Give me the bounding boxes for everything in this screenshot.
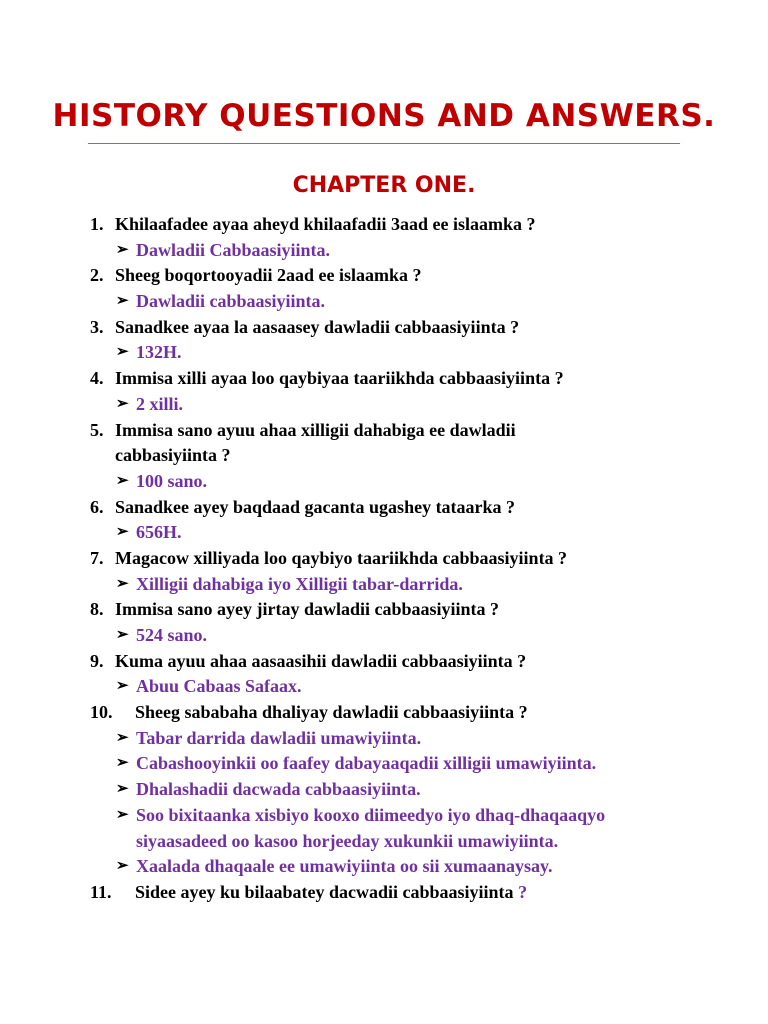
question-item — [0, 597, 768, 623]
answer-text: Xilligii dahabiga iyo Xilligii tabar-darrida. — [136, 573, 463, 594]
question-text: Sanadkee ayaa la aasaasey dawladii cabbaasiyiinta ? — [115, 316, 520, 337]
arrow-bullet-icon: ➢ — [116, 755, 129, 772]
question-item — [0, 649, 768, 675]
question-item — [0, 546, 768, 572]
arrow-bullet-icon: ➢ — [116, 472, 129, 489]
arrow-bullet-icon: ➢ — [116, 858, 129, 875]
question-number: 3. — [90, 316, 104, 337]
answer-text-continued: siyaasadeed oo kasoo horjeeday xukunkii umawiyiinta. — [136, 830, 559, 851]
answer-continuation — [0, 829, 768, 855]
question-text: Khilaafadee ayaa aheyd khilaafadii 3aad ee islaamka ? — [115, 214, 536, 234]
question-text-wrapper — [135, 880, 527, 906]
answer-text: Soo bixitaanka xisbiyo kooxo diimeedyo iyo dhaq-dhaqaaqyo — [136, 804, 606, 825]
answer-item — [0, 340, 768, 366]
answer-text: 656H. — [136, 522, 182, 543]
question-text: Magacow xilliyada loo qaybiyo taariikhda cabbaasiyiinta ? — [115, 547, 568, 568]
question-number: 6. — [90, 496, 104, 517]
answer-item — [0, 238, 768, 264]
arrow-bullet-icon: ➢ — [116, 344, 129, 361]
answer-text: Cabashooyinkii oo faafey dabayaaqadii xilligii umawiyiinta. — [136, 753, 597, 774]
answer-text: 132H. — [136, 342, 182, 363]
question-number: 1. — [90, 214, 104, 234]
question-text-continued: cabbasiyiinta ? — [115, 445, 231, 466]
arrow-bullet-icon: ➢ — [116, 806, 129, 823]
answer-item — [0, 572, 768, 598]
question-number: 9. — [90, 650, 104, 671]
answer-item — [0, 623, 768, 649]
chapter-heading: CHAPTER ONE. — [292, 173, 476, 198]
answer-text: Xaalada dhaqaale ee umawiyiinta oo sii xumaanaysay. — [136, 856, 553, 877]
question-text: Sidee ayey ku bilaabatey dacwadii cabbaasiyiinta — [135, 881, 514, 902]
answer-item — [0, 469, 768, 495]
question-item — [0, 880, 768, 906]
arrow-bullet-icon: ➢ — [116, 241, 129, 258]
answer-text: Dhalashadii dacwada cabbaasiyiinta. — [136, 779, 421, 800]
arrow-bullet-icon: ➢ — [116, 781, 129, 798]
question-item — [0, 315, 768, 341]
page-title: HISTORY QUESTIONS AND ANSWERS. — [52, 98, 716, 134]
answer-text: Tabar darrida dawladii umawiyiinta. — [136, 727, 422, 748]
arrow-bullet-icon: ➢ — [116, 524, 129, 541]
question-number: 5. — [90, 419, 104, 440]
answer-text: 2 xilli. — [136, 393, 184, 414]
arrow-bullet-icon: ➢ — [116, 575, 129, 592]
question-mark: ? — [518, 881, 528, 902]
answer-text: Dawladii Cabbaasiyiinta. — [136, 239, 331, 260]
question-number: 10. — [90, 702, 113, 723]
question-text: Immisa sano ayey jirtay dawladii cabbaasiyiinta ? — [115, 599, 500, 620]
question-text: Kuma ayuu ahaa aasaasihii dawladii cabbaasiyiinta ? — [115, 650, 527, 671]
question-item — [0, 700, 768, 726]
question-continuation — [0, 443, 768, 469]
title-divider — [88, 143, 680, 144]
question-text: Immisa xilli ayaa loo qaybiyaa taariikhda cabbaasiyiinta ? — [115, 368, 564, 389]
arrow-bullet-icon: ➢ — [116, 627, 129, 643]
question-text: Sheeg boqortooyadii 2aad ee islaamka ? — [115, 265, 422, 286]
arrow-bullet-icon: ➢ — [116, 395, 129, 412]
arrow-bullet-icon: ➢ — [116, 678, 129, 695]
question-item — [0, 263, 768, 289]
question-item — [0, 418, 768, 444]
question-item — [0, 212, 768, 238]
answer-item — [0, 289, 768, 315]
question-item — [0, 495, 768, 521]
question-number: 7. — [90, 547, 104, 568]
answer-text: Dawladii cabbaasiyiinta. — [136, 291, 326, 312]
question-number: 4. — [90, 368, 104, 389]
answer-text: Abuu Cabaas Safaax. — [136, 676, 302, 697]
question-number: 11. — [90, 881, 112, 902]
answer-item — [0, 520, 768, 546]
question-item — [0, 366, 768, 392]
answer-item — [0, 751, 768, 777]
answer-item — [0, 392, 768, 418]
question-text: Sheeg sababaha dhaliyay dawladii cabbaasiyiinta ? — [135, 702, 528, 723]
answer-item — [0, 854, 768, 880]
question-number: 2. — [90, 265, 104, 286]
answer-item — [0, 803, 768, 829]
question-list — [0, 212, 768, 906]
arrow-bullet-icon: ➢ — [116, 729, 129, 746]
answer-item — [0, 777, 768, 803]
question-text: Immisa sano ayuu ahaa xilligii dahabiga ee dawladii — [115, 419, 516, 440]
answer-item — [0, 726, 768, 752]
arrow-bullet-icon: ➢ — [116, 293, 129, 310]
answer-text: 100 sano. — [136, 470, 208, 491]
question-text: Sanadkee ayey baqdaad gacanta ugashey tataarka ? — [115, 496, 516, 517]
answer-item — [0, 674, 768, 700]
question-number: 8. — [90, 599, 104, 620]
answer-text: 524 sano. — [136, 625, 208, 645]
